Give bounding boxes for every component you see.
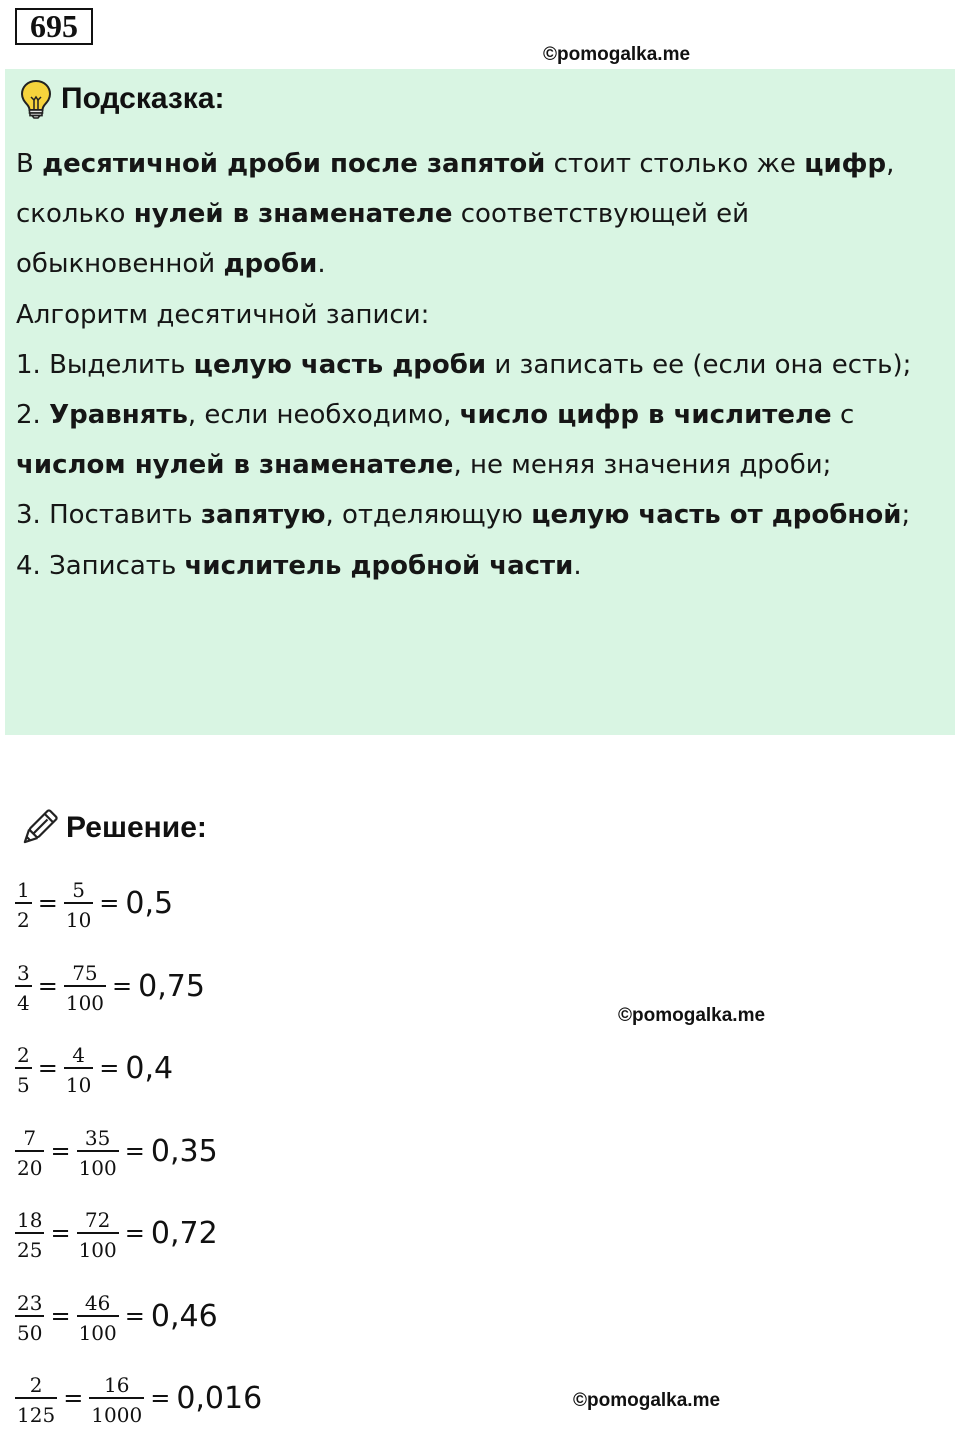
watermark-bottom: ©pomogalka.me xyxy=(573,1390,721,1411)
numerator: 18 xyxy=(17,1208,43,1232)
hint-bold-text: целую часть от дробной xyxy=(531,500,902,531)
hint-paragraph xyxy=(16,390,946,490)
watermark-middle: ©pomogalka.me xyxy=(618,1005,766,1026)
equals-sign: = xyxy=(63,1384,84,1412)
decimal-result: 0,72 xyxy=(150,1215,218,1251)
denominator: 4 xyxy=(17,991,30,1015)
denominator: 1000 xyxy=(91,1403,143,1427)
equals-sign: = xyxy=(150,1384,171,1412)
equals-sign: = xyxy=(50,1219,71,1247)
fraction-decimal-base xyxy=(77,1291,119,1345)
hint-text-segment: и записать ее (если она есть); xyxy=(486,349,912,380)
numerator: 3 xyxy=(17,961,30,985)
hint-paragraph xyxy=(16,490,946,540)
hint-bold-text: Уравнять xyxy=(49,400,188,431)
equals-sign: = xyxy=(124,1137,145,1165)
hint-bold-text: число цифр в числителе xyxy=(459,400,832,431)
problem-number: 695 xyxy=(15,8,93,45)
watermark-top: ©pomogalka.me xyxy=(543,44,691,65)
numerator: 46 xyxy=(77,1291,119,1317)
equals-sign: = xyxy=(124,1302,145,1330)
hint-text-segment: В xyxy=(16,149,43,179)
equation-row xyxy=(15,1121,218,1185)
numerator: 4 xyxy=(64,1043,93,1069)
denominator: 50 xyxy=(17,1321,43,1345)
fraction-original xyxy=(15,1373,57,1427)
denominator: 10 xyxy=(65,1073,92,1097)
hint-text-segment: , не меняя значения дроби; xyxy=(453,450,832,481)
fraction-original xyxy=(15,1208,44,1262)
hint-bold-text: нулей в знаменателе xyxy=(133,199,453,230)
equals-sign: = xyxy=(112,972,133,1000)
hint-text-segment: с xyxy=(831,400,855,431)
equation-row xyxy=(15,1368,262,1432)
hint-bold-text: числитель дробной части xyxy=(184,550,574,581)
fraction-original xyxy=(15,1126,44,1180)
hint-text-segment: , отделяющую xyxy=(325,500,532,531)
solution-header xyxy=(18,806,207,850)
hint-paragraph xyxy=(16,290,946,340)
fraction-original xyxy=(15,1043,32,1097)
equals-sign: = xyxy=(37,1054,58,1082)
hint-text-segment: стоит столько же xyxy=(545,149,805,179)
hint-header xyxy=(19,79,225,119)
equation-row xyxy=(15,956,205,1020)
denominator: 20 xyxy=(17,1156,43,1180)
fraction-decimal-base xyxy=(77,1208,119,1262)
hint-text-segment: . xyxy=(573,550,582,581)
denominator: 100 xyxy=(78,1238,117,1262)
equation-row xyxy=(15,1203,218,1267)
decimal-result: 0,016 xyxy=(176,1380,263,1416)
equals-sign: = xyxy=(50,1302,71,1330)
hint-title: Подсказка: xyxy=(61,82,225,115)
equation-row xyxy=(15,1286,218,1350)
equals-sign: = xyxy=(99,889,120,917)
fraction-decimal-base xyxy=(64,878,93,932)
denominator: 125 xyxy=(17,1403,56,1427)
fraction-decimal-base xyxy=(64,961,106,1015)
denominator: 10 xyxy=(65,908,92,932)
hint-bold-text: цифр xyxy=(804,149,887,179)
solution-title: Решение: xyxy=(66,811,207,844)
hint-box xyxy=(5,69,955,735)
hint-text-segment: 2. xyxy=(16,400,50,431)
hint-bold-text: целую часть дроби xyxy=(193,349,487,380)
decimal-result: 0,5 xyxy=(125,885,174,921)
denominator: 5 xyxy=(17,1073,30,1097)
fraction-decimal-base xyxy=(89,1373,144,1427)
hint-bold-text: дроби xyxy=(223,249,318,280)
decimal-result: 0,46 xyxy=(150,1298,218,1334)
hint-text-segment: 3. Поставить xyxy=(16,500,201,531)
hint-text-segment: соответствующей ей обыкновенной xyxy=(16,199,750,280)
denominator: 2 xyxy=(17,908,30,932)
hint-paragraph xyxy=(16,541,946,591)
hint-text-segment: , сколько xyxy=(16,149,895,230)
numerator: 35 xyxy=(77,1126,119,1152)
numerator: 75 xyxy=(64,961,106,987)
denominator: 100 xyxy=(78,1321,117,1345)
decimal-result: 0,4 xyxy=(125,1050,174,1086)
fraction-original xyxy=(15,961,32,1015)
equals-sign: = xyxy=(37,972,58,1000)
numerator: 1 xyxy=(17,878,30,902)
hint-bold-text: запятую xyxy=(200,500,326,531)
denominator: 100 xyxy=(65,991,105,1015)
equals-sign: = xyxy=(37,889,58,917)
hint-text-segment: Алгоритм десятичной записи: xyxy=(16,299,430,330)
hint-text-segment: . xyxy=(317,249,326,280)
fraction-original xyxy=(15,1291,44,1345)
hint-bold-text: десятичной дроби после запятой xyxy=(42,149,546,179)
numerator: 72 xyxy=(77,1208,119,1234)
hint-text-segment: 1. Выделить xyxy=(16,349,194,380)
equals-sign: = xyxy=(50,1137,71,1165)
equals-sign: = xyxy=(124,1219,145,1247)
denominator: 100 xyxy=(78,1156,117,1180)
hint-bold-text: числом нулей в знаменателе xyxy=(16,450,454,481)
equation-row xyxy=(15,1038,173,1102)
numerator: 5 xyxy=(64,878,93,904)
numerator: 2 xyxy=(15,1373,57,1399)
hint-text-segment: , если необходимо, xyxy=(187,400,460,431)
lightbulb-icon xyxy=(19,79,53,119)
numerator: 16 xyxy=(89,1373,144,1399)
hint-text-segment: 4. Записать xyxy=(16,550,185,581)
hint-paragraph xyxy=(16,139,946,290)
decimal-result: 0,35 xyxy=(150,1133,218,1169)
hint-text xyxy=(16,139,946,591)
equation-row xyxy=(15,873,173,937)
hint-text-segment: ; xyxy=(901,500,911,531)
numerator: 7 xyxy=(15,1126,44,1152)
decimal-result: 0,75 xyxy=(138,968,205,1004)
pencil-icon xyxy=(18,807,60,849)
numerator: 23 xyxy=(17,1291,43,1315)
fraction-decimal-base xyxy=(77,1126,119,1180)
fraction-decimal-base xyxy=(64,1043,93,1097)
hint-paragraph xyxy=(16,340,946,390)
equals-sign: = xyxy=(99,1054,120,1082)
numerator: 2 xyxy=(17,1043,30,1067)
fraction-original xyxy=(15,878,32,932)
denominator: 25 xyxy=(17,1238,43,1262)
